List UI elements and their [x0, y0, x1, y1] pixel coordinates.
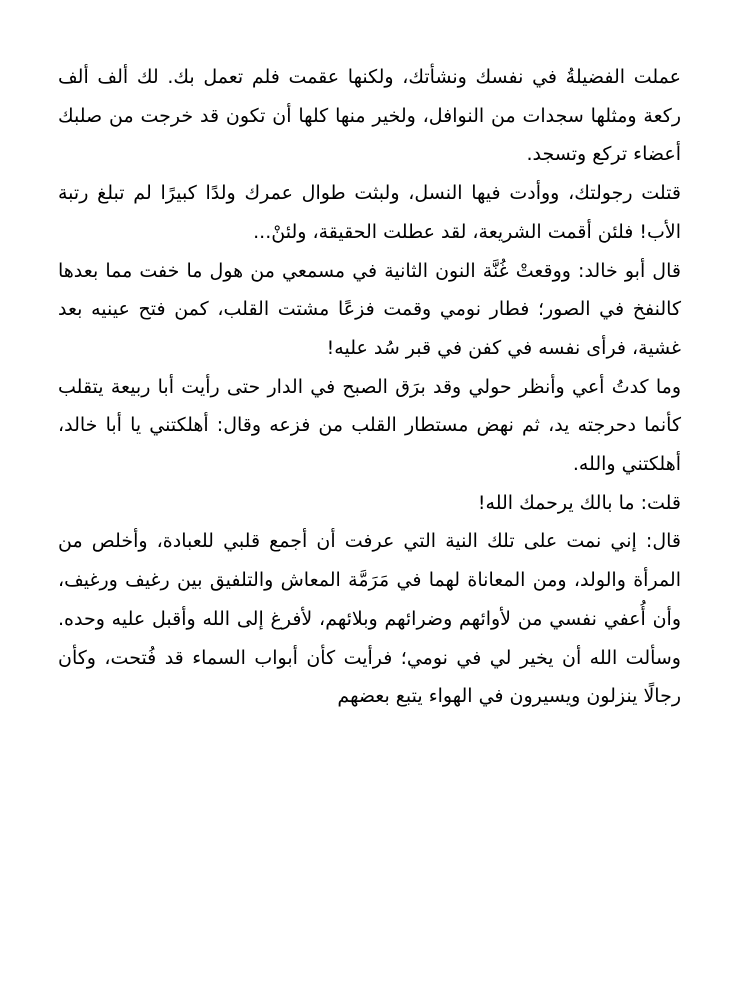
body-text: [58, 58, 681, 716]
paragraph-1: عملت الفضيلةُ في نفسك ونشأتك، ولكنها عقمت فلم تعمل بك. لك ألف ألف ركعة ومثلها سجدات من النوافل، ولخير منها كلها أن تكون قد خرجت من صلبك أعضاء تركع وتسجد.: [58, 66, 681, 166]
paragraph-2: قتلت رجولتك، ووأدت فيها النسل، ولبثت طوال عمرك ولدًا كبيرًا لم تبلغ رتبة الأب! فلئن أقمت الشريعة، لقد عطلت الحقيقة، ولئنْ...: [58, 182, 681, 243]
paragraph-3: قال أبو خالد: ووقعتْ غُنَّة النون الثانية في مسمعي من هول ما خفت مما بعدها كالنفخ في الصور؛ فطار نومي وقمت فزعًا مشتت القلب، كمن فتح عينيه بعد غشية، فرأى نفسه في كفن في قبر سُد عليه!: [58, 259, 681, 359]
paragraph-6: قال: إني نمت على تلك النية التي عرفت أن أجمع قلبي للعبادة، وأخلص من المرأة والولد، ومن المعاناة لهما في مَرَمَّة المعاش والتلفيق بين رغيف ورغيف، وأن أُعفي نفسي من لأوائهم وضرائهم وبلائهم، لأفرغ إلى الله وأقبل عليه وحده. وسألت الله أن يخير لي في نومي؛ فرأيت كأن أبواب السماء قد فُتحت، وكأن رجالًا ينزلون ويسيرون في الهواء يتبع بعضهم: [58, 530, 681, 708]
paragraph-5: قلت: ما بالك يرحمك الله!: [477, 491, 681, 514]
paragraph-4: وما كدتُ أعي وأنظر حولي وقد برَق الصبح في الدار حتى رأيت أبا ربيعة يتقلب كأنما دحرجته يد، ثم نهض مستطار القلب من فزعه وقال: أهلكتني يا أبا خالد، أهلكتني والله.: [58, 375, 681, 476]
